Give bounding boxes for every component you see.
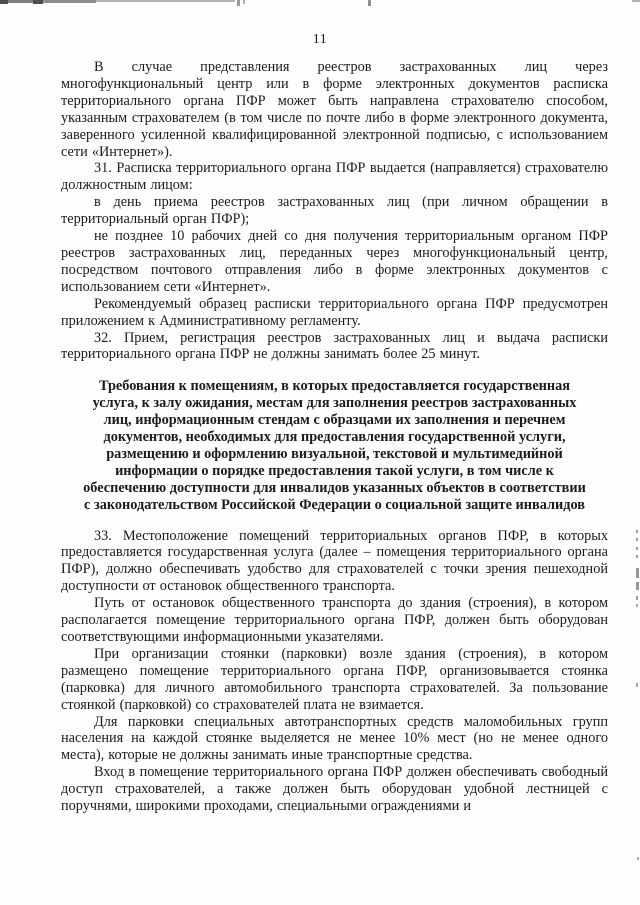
scan-artifact-top-strip [0, 0, 8, 4]
scan-artifact-top-strip [43, 0, 96, 3]
scan-artifact-right-dash [636, 582, 639, 590]
scan-artifact-top-strip [8, 0, 33, 3]
paragraph-recommended-form: Рекомендуемый образец расписки территориального органа ПФР предусмотрен приложением к Административному регламенту. [61, 295, 608, 329]
scan-artifact-right-dash [636, 568, 639, 578]
scan-artifact-top-tick [237, 0, 240, 6]
paragraph-entrance-requirements: Вход в помещение территориального органа ПФР должен обеспечивать свободный доступ страхователей, а также должен быть оборудован удобной лестницей с поручнями, широкими проходами, специальными ограждениями и [61, 764, 608, 815]
scan-artifact-right-dash [636, 530, 638, 533]
paragraph-parking-organization: При организации стоянки (парковки) возле здания (строения), в котором размещено помещение территориального органа ПФР, организовывается стоянка (парковка) для личного автомобильного транспорта страхователей. За пользование стоянкой (парковкой) со страхователей плата не взимается. [61, 645, 608, 713]
paragraph-item-33: 33. Местоположение помещений территориальных органов ПФР, в которых предоставляется государственная услуга (далее – помещения территориального органа ПФР), должно обеспечивать удобство для страхователей с точки зрения пешеходной доступности от остановок общественного транспорта. [61, 527, 608, 595]
scan-artifact-right-dash [636, 555, 638, 558]
scan-artifact-right-dash [636, 547, 638, 550]
paragraph-disabled-parking-quota: Для парковки специальных автотранспортных средств маломобильных групп населения на каждой стоянке выделяется не менее 10% мест (но не менее одного места), которые не должны занимать иные транспортные средства. [61, 713, 608, 764]
page-number: 11 [312, 32, 328, 47]
page-content [61, 59, 608, 815]
scan-artifact-right-dash [636, 604, 638, 607]
scan-artifact-right-dash [636, 538, 638, 541]
scan-artifact-top-tick [243, 0, 245, 4]
paragraph-item-32: 32. Прием, регистрация реестров застрахованных лиц и выдача расписки территориального органа ПФР не должны занимать более 25 минут. [61, 329, 608, 363]
paragraph-case-of-mfc-submission: В случае представления реестров застрахованных лиц через многофункциональный центр или в форме электронных документов расписка территориального органа ПФР может быть направлена страхователю способом, указанным страхователем (в том числе по почте либо в форме электронного документа, заверенного усиленной квалифицированной электронной подписью, с использованием сети «Интернет»). [61, 59, 608, 160]
section-heading-premises-requirements: Требования к помещениям, в которых предоставляется государственная услуга, к залу ожидания, местам для заполнения реестров застрахованных лиц, информационным стендам с образцами их заполнения и перечнем документов, необходимых для предоставления государственной услуги, размещению и оформлению визуальной, текстовой и мультимедийной информации о порядке предоставления такой услуги, в том числе к обеспечению доступности для инвалидов указанных объектов в соответствии с законодательством Российской Федерации о социальной защите инвалидов [83, 378, 586, 513]
scan-artifact-top-strip [96, 0, 235, 2]
paragraph-path-from-transport-stops: Путь от остановок общественного транспорта до здания (строения), в котором располагается помещение территориального органа ПФР, должен быть оборудован соответствующими информационными указателями. [61, 595, 608, 645]
scan-artifact-top-tick [368, 0, 371, 6]
scan-artifact-right-dash [637, 857, 639, 860]
paragraph-item-31-sub-same-day: в день приема реестров застрахованных лиц (при личном обращении в территориальный орган ПФР); [61, 194, 608, 228]
scan-artifact-right-dash [636, 683, 638, 687]
scan-artifact-top-strip [33, 0, 43, 4]
paragraph-item-31: 31. Расписка территориального органа ПФР выдается (направляется) страхователю должностным лицом: [61, 160, 608, 194]
paragraph-item-31-sub-10-days: не позднее 10 рабочих дней со дня получения территориальным органом ПФР реестров застрахованных лиц, переданных через многофункциональный центр, посредством почтового отправления либо в форме электронных документов с использованием сети «Интернет». [61, 228, 608, 295]
scan-artifact-right-dash [636, 596, 638, 600]
scan-artifact-top-corner [632, 0, 640, 2]
